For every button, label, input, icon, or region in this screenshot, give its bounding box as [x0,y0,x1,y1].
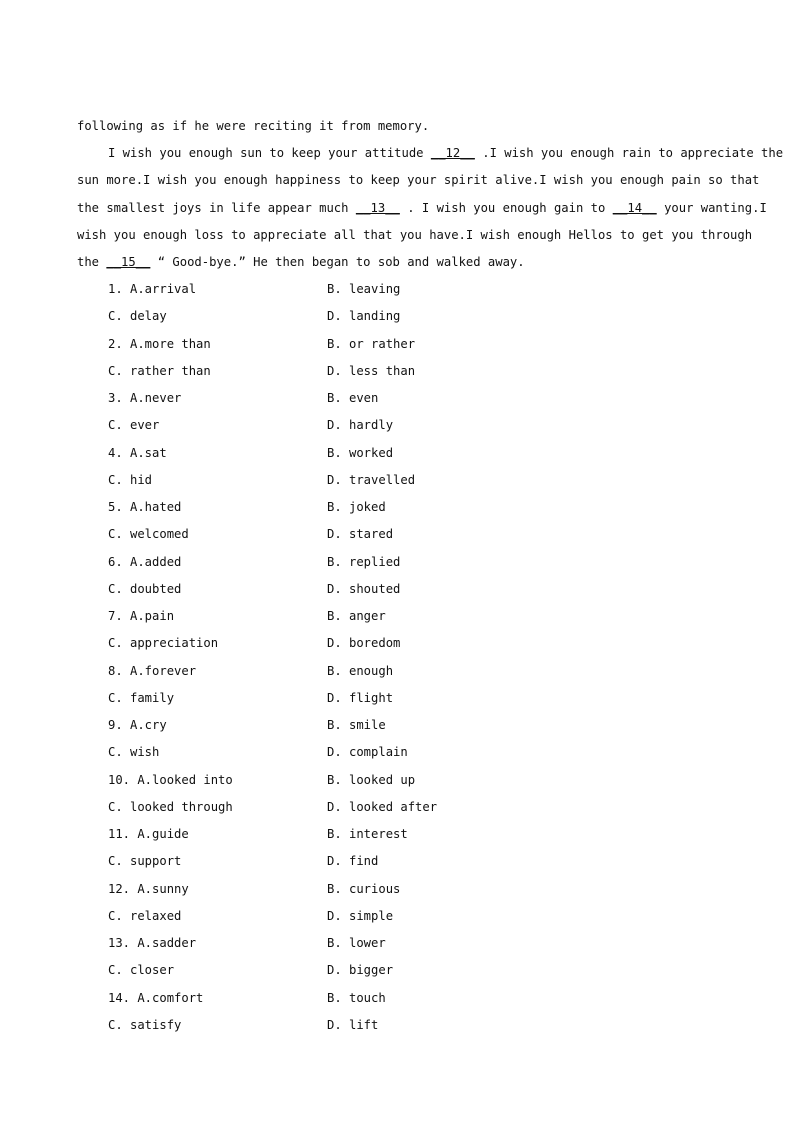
option-left: C. delay [108,309,167,324]
option-left: 10. A.looked into [108,772,233,787]
option-left: C. doubted [108,581,182,596]
blank-12: __12__ [430,146,475,161]
option-right: D. landing [327,309,401,324]
passage [77,113,784,276]
option-left: 12. A.sunny [108,881,189,896]
option-left: C. wish [108,745,160,760]
option-left: C. welcomed [108,527,189,542]
option-right: D. less than [327,363,416,378]
option-row [77,494,719,521]
option-row [77,794,719,821]
option-row [77,358,719,385]
document-page [77,113,784,1039]
option-row [77,467,719,494]
option-left: C. relaxed [108,908,182,923]
passage-text: the [77,254,100,269]
option-row [77,712,719,739]
passage-line [77,140,784,167]
passage-text: your wanting.I [664,200,767,215]
passage-text: .I wish you enough rain to appreciate the [482,146,784,161]
option-row [77,1012,719,1039]
passage-text: . I wish you enough gain to [407,200,606,215]
passage-text: the smallest joys in life appear much [77,200,349,215]
option-right: B. worked [327,445,394,460]
option-row [77,685,719,712]
option-right: B. replied [327,554,401,569]
passage-text: following as if he were reciting it from memory. [77,119,430,133]
option-right: D. travelled [327,472,416,487]
option-row [77,821,719,848]
option-right: D. complain [327,745,408,760]
option-left: 8. A.forever [108,663,197,678]
option-left: 1. A.arrival [108,282,197,297]
option-left: 11. A.guide [108,827,189,842]
passage-text: wish you enough loss to appreciate all that you have.I wish enough Hellos to get you through [77,227,753,242]
option-row [77,440,719,467]
passage-line [77,249,719,276]
passage-line [77,167,760,194]
option-row [77,630,719,657]
option-left: C. ever [108,418,160,433]
blank-13: __13__ [355,200,400,215]
option-right: D. lift [327,1017,379,1032]
option-row [77,739,719,766]
option-right: D. flight [327,690,394,705]
option-row [77,549,719,576]
option-right: B. looked up [327,772,416,787]
option-row [77,903,719,930]
passage-text: sun more.I wish you enough happiness to keep your spirit alive.I wish you enough pain so that [77,173,760,188]
option-row [77,412,719,439]
option-row [77,876,719,903]
option-right: D. looked after [327,799,438,814]
option-right: B. leaving [327,282,401,297]
option-row [77,985,719,1012]
option-right: B. joked [327,500,386,515]
option-right: B. enough [327,663,394,678]
option-left: C. family [108,690,175,705]
option-left: 4. A.sat [108,445,167,460]
blank-14: __14__ [612,200,657,215]
option-row [77,276,719,303]
option-left: 7. A.pain [108,609,175,624]
option-left: C. appreciation [108,636,219,651]
option-left: 5. A.hated [108,500,182,515]
option-row [77,385,719,412]
option-row [77,767,719,794]
option-left: 3. A.never [108,391,182,406]
option-left: 13. A.sadder [108,936,197,951]
passage-line [77,222,753,249]
option-row [77,930,719,957]
option-right: B. touch [327,990,386,1005]
passage-line [77,113,719,140]
option-left: 6. A.added [108,554,182,569]
option-right: B. or rather [327,336,416,351]
blank-15: __15__ [106,254,151,269]
options-list [77,276,719,1039]
option-right: D. stared [327,527,394,542]
option-right: B. even [327,391,379,406]
option-left: C. closer [108,963,175,978]
passage-line [77,195,767,222]
option-right: B. anger [327,609,386,624]
option-row [77,957,719,984]
option-row [77,521,719,548]
passage-text: I wish you enough sun to keep your attitude [108,146,424,161]
option-left: 14. A.comfort [108,990,204,1005]
option-row [77,303,719,330]
option-left: C. support [108,854,182,869]
option-left: C. hid [108,472,153,487]
option-right: B. interest [327,827,408,842]
option-left: 2. A.more than [108,336,211,351]
option-row [77,576,719,603]
option-right: D. hardly [327,418,394,433]
option-right: D. boredom [327,636,401,651]
option-right: B. curious [327,881,401,896]
option-row [77,658,719,685]
option-row [77,603,719,630]
option-row [77,848,719,875]
option-right: B. lower [327,936,386,951]
option-right: D. shouted [327,581,401,596]
option-right: D. simple [327,908,394,923]
option-left: C. looked through [108,799,233,814]
option-left: 9. A.cry [108,718,167,733]
option-left: C. rather than [108,363,211,378]
option-right: D. find [327,854,379,869]
option-right: D. bigger [327,963,394,978]
option-right: B. smile [327,718,386,733]
option-row [77,331,719,358]
passage-text: “ Good-bye.” He then began to sob and walked away. [157,254,525,269]
option-left: C. satisfy [108,1017,182,1032]
